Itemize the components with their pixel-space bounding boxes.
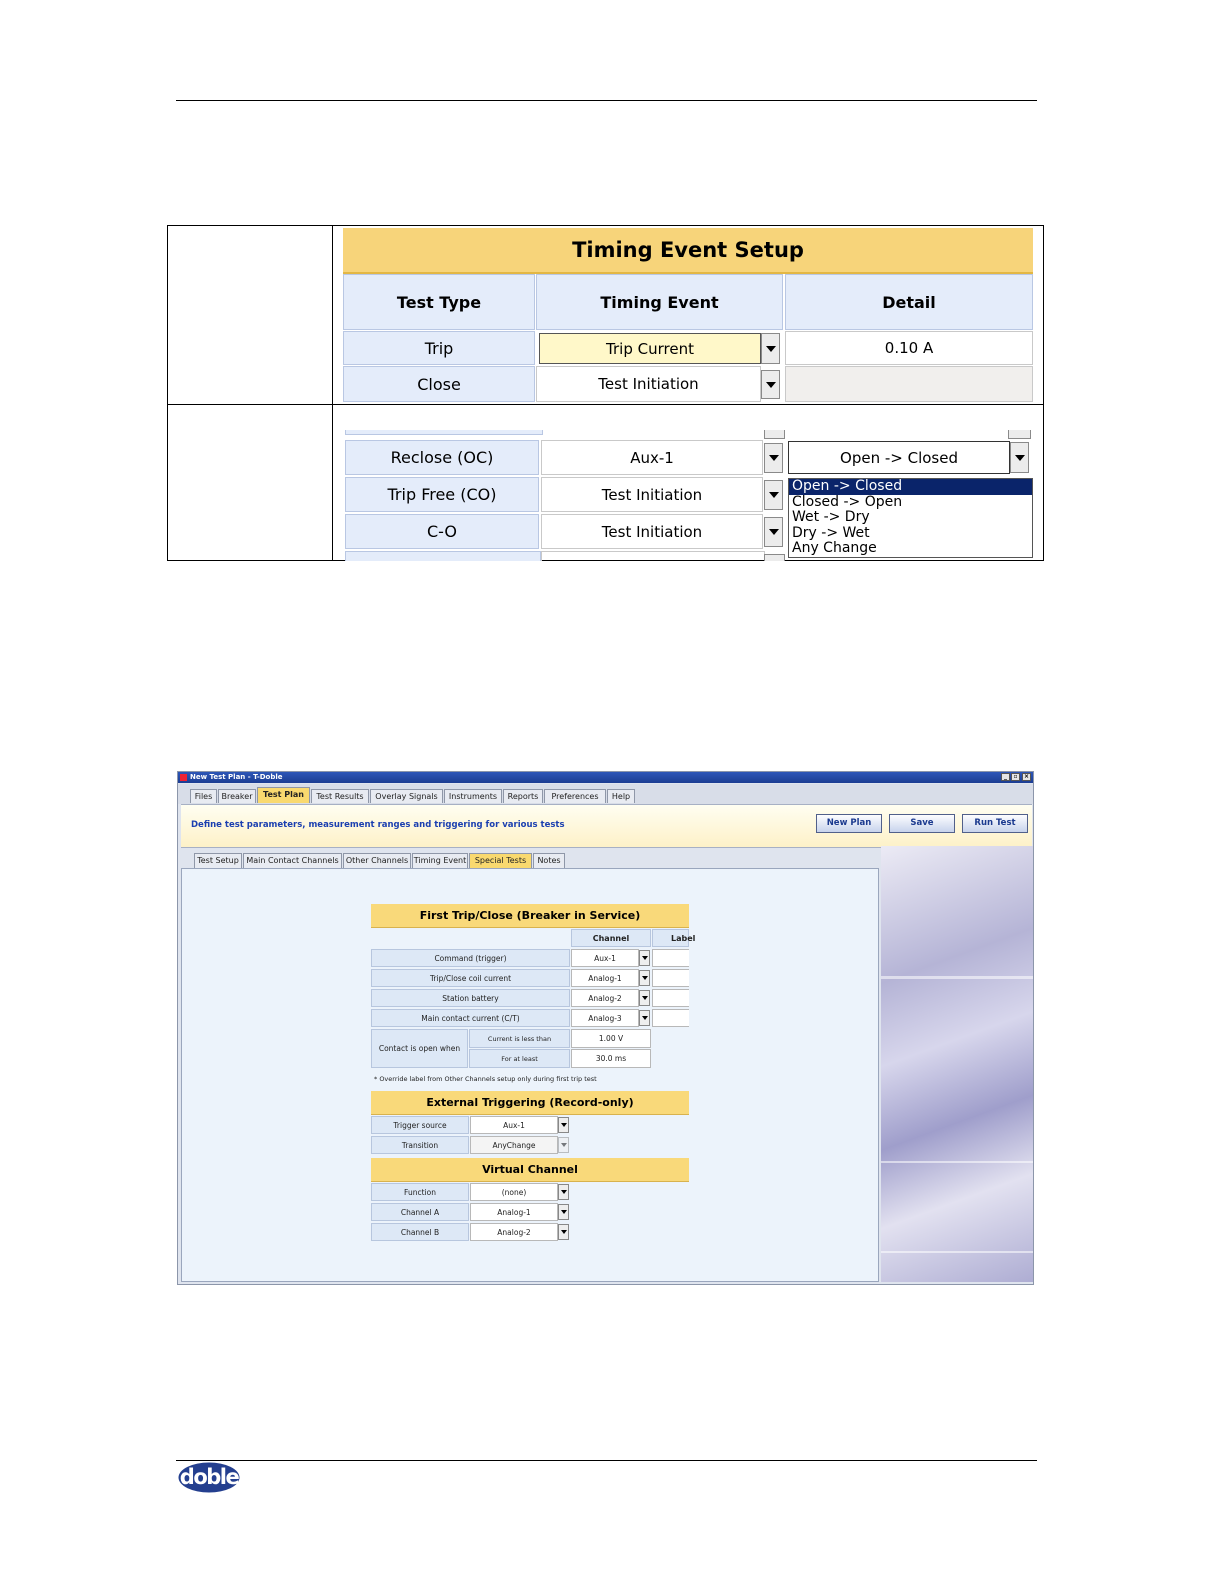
override-note: * Override label from Other Channels setup only during first trip test	[374, 1075, 597, 1083]
save-button[interactable]: Save	[889, 814, 955, 833]
main-contact-channel-select[interactable]: Analog-3	[571, 1009, 639, 1027]
function-dropdown[interactable]	[558, 1184, 569, 1200]
tab-instruments[interactable]: Instruments	[444, 789, 502, 803]
cropped-row-top	[345, 430, 543, 435]
current-less-input[interactable]: 1.00 V	[571, 1029, 651, 1048]
new-plan-button[interactable]: New Plan	[816, 814, 882, 833]
channel-b-dropdown[interactable]	[558, 1224, 569, 1240]
deco-stripe	[881, 1251, 1033, 1253]
cropped-scroll-top	[764, 430, 785, 439]
row-main-contact-label: Main contact current (C/T)	[371, 1009, 570, 1027]
t-doble-window	[177, 771, 1034, 1285]
reclose-event-dropdown-button[interactable]	[764, 443, 783, 473]
tab-test-results[interactable]: Test Results	[311, 789, 369, 803]
doble-logo	[178, 1462, 240, 1493]
option-dry-wet[interactable]: Dry -> Wet	[792, 524, 870, 541]
trip-free-event-dropdown-button[interactable]	[764, 480, 783, 510]
row-reclose-type: Reclose (OC)	[345, 440, 539, 475]
col-label-header-text: Label	[671, 933, 696, 943]
transition-dropdown-list	[788, 478, 1033, 558]
external-triggering-title: External Triggering (Record-only)	[371, 1091, 689, 1115]
channel-a-dropdown[interactable]	[558, 1204, 569, 1220]
window-titlebar	[178, 772, 1033, 783]
coil-current-label-input[interactable]	[652, 969, 689, 987]
tab-overlay-signals[interactable]: Overlay Signals	[370, 789, 443, 803]
c-o-timing-event-select[interactable]: Test Initiation	[541, 514, 763, 549]
close-timing-event-select[interactable]: Test Initiation	[536, 366, 761, 402]
transition-select-disabled[interactable]: AnyChange	[470, 1136, 558, 1154]
svg-text:doble: doble	[179, 1465, 239, 1489]
for-at-least-label: For at least	[469, 1049, 570, 1068]
option-open-closed[interactable]: Open -> Closed	[789, 479, 1032, 495]
restore-icon[interactable]: ▫	[1011, 773, 1020, 781]
transition-dropdown-button[interactable]	[1010, 442, 1029, 473]
window-title: New Test Plan - T-Doble	[190, 773, 283, 781]
coil-current-channel-select[interactable]: Analog-1	[571, 969, 639, 987]
row-c-o-type: C-O	[345, 514, 539, 549]
chevron-down-icon	[561, 1123, 567, 1127]
cropped-row-bottom	[345, 551, 541, 561]
header-rule	[176, 100, 1037, 101]
chevron-down-icon	[642, 996, 648, 1000]
cropped-scroll-bottom	[764, 554, 785, 561]
tab-breaker[interactable]: Breaker	[218, 789, 256, 803]
subtab-special-tests[interactable]: Special Tests	[469, 853, 532, 868]
chevron-down-icon	[766, 346, 776, 352]
chevron-down-icon	[766, 382, 776, 388]
function-select[interactable]: (none)	[470, 1183, 558, 1201]
function-label: Function	[371, 1183, 469, 1201]
command-channel-select[interactable]: Aux-1	[571, 949, 639, 967]
trip-detail-value[interactable]: 0.10 A	[785, 331, 1033, 365]
first-trip-title: First Trip/Close (Breaker in Service)	[371, 904, 689, 928]
subtab-test-setup[interactable]: Test Setup	[194, 853, 242, 868]
main-contact-channel-dropdown[interactable]	[639, 1010, 650, 1026]
timing-event-figure	[167, 225, 1044, 561]
deco-stripe	[881, 976, 1033, 979]
run-test-button[interactable]: Run Test	[962, 814, 1028, 833]
row-command-label: Command (trigger)	[371, 949, 570, 967]
trip-event-dropdown-button[interactable]	[761, 333, 780, 364]
close-icon[interactable]: ×	[1023, 773, 1030, 780]
channel-a-label: Channel A	[371, 1203, 469, 1221]
row-trip-type: Trip	[343, 331, 535, 365]
decorative-side-panel	[881, 846, 1033, 1282]
figure-divider-vertical	[332, 226, 333, 561]
row-trip-free-type: Trip Free (CO)	[345, 477, 539, 512]
row-coil-current-label: Trip/Close coil current	[371, 969, 570, 987]
chevron-down-icon	[561, 1210, 567, 1214]
col-label-header	[652, 929, 696, 947]
figure-divider-horizontal	[168, 404, 1044, 405]
station-battery-channel-dropdown[interactable]	[639, 990, 650, 1006]
tab-preferences[interactable]: Preferences	[544, 789, 606, 803]
trip-timing-event-select[interactable]: Trip Current	[539, 333, 761, 364]
channel-a-select[interactable]: Analog-1	[470, 1203, 558, 1221]
close-event-dropdown-button[interactable]	[761, 370, 780, 399]
current-less-label: Current is less than	[469, 1029, 570, 1048]
subtab-main-contact-channels[interactable]: Main Contact Channels	[243, 853, 342, 868]
row-station-battery-label: Station battery	[371, 989, 570, 1007]
chevron-down-icon	[769, 455, 779, 461]
channel-b-label: Channel B	[371, 1223, 469, 1241]
header-timing-event: Timing Event	[536, 274, 783, 330]
contact-open-label: Contact is open when	[371, 1029, 468, 1068]
transition-select[interactable]: Open -> Closed	[788, 441, 1010, 474]
transition-label: Transition	[371, 1136, 469, 1154]
header-detail: Detail	[785, 274, 1033, 330]
tab-help[interactable]: Help	[607, 789, 635, 803]
chevron-down-icon	[642, 956, 648, 960]
chevron-down-icon	[561, 1190, 567, 1194]
sub-tab-bar	[181, 850, 879, 868]
row-close-type: Close	[343, 366, 535, 402]
cropped-cell-bottom	[541, 551, 765, 561]
option-any-change[interactable]: Any Change	[792, 540, 877, 557]
option-closed-open[interactable]: Closed -> Open	[792, 493, 903, 510]
chevron-down-icon	[561, 1143, 567, 1147]
cropped-scroll-top-2	[1008, 430, 1031, 439]
chevron-down-icon	[1015, 455, 1025, 461]
reclose-timing-event-select[interactable]: Aux-1	[541, 440, 763, 475]
app-icon	[180, 774, 187, 781]
station-battery-channel-select[interactable]: Analog-2	[571, 989, 639, 1007]
subtab-timing-event[interactable]: Timing Event	[412, 853, 468, 868]
close-detail-value	[785, 366, 1033, 402]
trigger-source-dropdown[interactable]	[558, 1117, 569, 1133]
header-test-type: Test Type	[343, 274, 535, 330]
c-o-event-dropdown-button[interactable]	[764, 517, 783, 547]
option-wet-dry[interactable]: Wet -> Dry	[792, 509, 870, 526]
coil-current-channel-dropdown[interactable]	[639, 970, 650, 986]
instruction-banner	[181, 804, 1032, 848]
tab-files[interactable]: Files	[190, 789, 217, 803]
station-battery-label-input[interactable]	[652, 989, 689, 1007]
chevron-down-icon	[561, 1230, 567, 1234]
main-contact-label-input[interactable]	[652, 1009, 689, 1027]
trip-free-timing-event-select[interactable]: Test Initiation	[541, 477, 763, 512]
deco-stripe	[881, 1161, 1033, 1163]
transition-dropdown-disabled[interactable]	[558, 1137, 569, 1153]
minimize-icon[interactable]: _	[1001, 773, 1010, 781]
virtual-channel-title: Virtual Channel	[371, 1158, 689, 1182]
col-channel-header: Channel	[571, 929, 651, 947]
timing-event-setup-title: Timing Event Setup	[343, 228, 1033, 274]
for-at-least-input[interactable]: 30.0 ms	[571, 1049, 651, 1068]
channel-b-select[interactable]: Analog-2	[470, 1223, 558, 1241]
subtab-notes[interactable]: Notes	[533, 853, 565, 868]
footer-rule	[176, 1460, 1037, 1461]
command-label-input[interactable]	[652, 949, 689, 967]
trigger-source-select[interactable]: Aux-1	[470, 1116, 558, 1134]
trigger-source-label: Trigger source	[371, 1116, 469, 1134]
chevron-down-icon	[642, 976, 648, 980]
tab-reports[interactable]: Reports	[503, 789, 543, 803]
tab-test-plan[interactable]: Test Plan	[257, 787, 310, 803]
chevron-down-icon	[769, 492, 779, 498]
banner-text: Define test parameters, measurement ranges and triggering for various tests	[191, 820, 565, 830]
chevron-down-icon	[642, 1016, 648, 1020]
command-channel-dropdown[interactable]	[639, 950, 650, 966]
main-tab-bar	[178, 784, 1033, 804]
chevron-down-icon	[769, 529, 779, 535]
subtab-other-channels[interactable]: Other Channels	[343, 853, 411, 868]
